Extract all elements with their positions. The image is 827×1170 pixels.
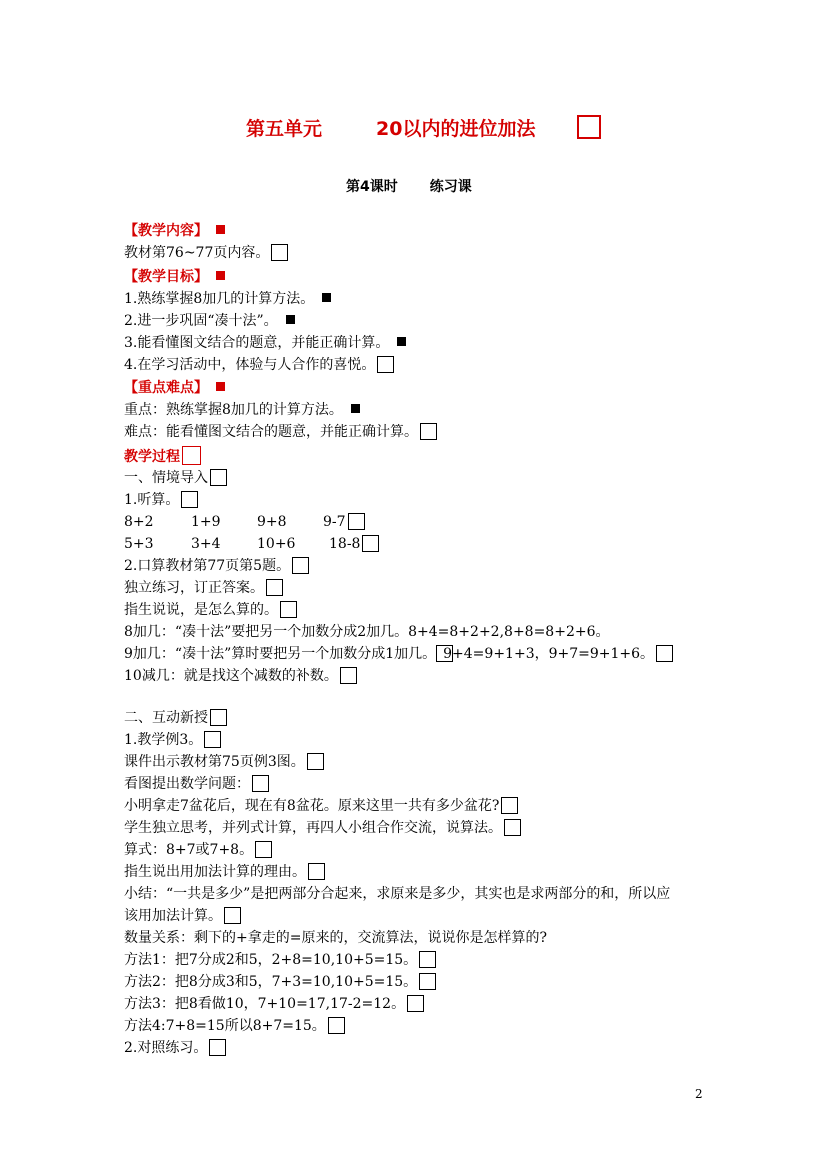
goals-heading-line — [124, 267, 225, 289]
content-text: 教材第76~77页内容。 — [124, 245, 270, 261]
checkbox-icon — [307, 753, 324, 770]
checkbox-icon — [340, 667, 357, 684]
key-point-line — [124, 400, 360, 422]
independent-text: 学生独立思考，并列式计算，再四人小组合作交流，说算法。 — [124, 820, 502, 836]
summary-line — [124, 884, 670, 906]
rule10-text: 10减几：就是找这个减数的补数。 — [124, 668, 338, 684]
rule9-text-b: 9+4=9+1+3，9+7=9+1+6。 — [443, 646, 655, 662]
goal-text: 2.进一步巩固“凑十法”。 — [124, 313, 278, 329]
part1-heading-line — [124, 468, 227, 490]
compare-text: 2.对照练习。 — [124, 1040, 208, 1056]
practice-line — [124, 578, 283, 600]
method-text: 方法1：把7分成2和5，2+8=10,10+5=15。 — [124, 952, 418, 968]
red-square-icon — [216, 225, 225, 234]
relation-text: 数量关系：剩下的+拿走的=原来的，交流算法，说说你是怎样算的? — [124, 930, 547, 946]
checkbox-icon — [280, 601, 297, 618]
checkbox-icon — [255, 841, 272, 858]
summary-text: 小结：“一共是多少”是把两部分合起来，求原来是多少，其实也是求两部分的和，所以应 — [124, 886, 671, 902]
goal-item — [124, 289, 331, 311]
red-square-icon — [216, 271, 225, 280]
mental-math-row — [124, 534, 379, 556]
checkbox-icon — [224, 907, 241, 924]
part2-heading: 二、互动新授 — [124, 710, 208, 726]
unit-topic: 20以内的进位加法 — [376, 118, 536, 140]
example-text: 1.教学例3。 — [124, 732, 203, 748]
lesson-type: 练习课 — [429, 179, 472, 195]
checkbox-icon — [308, 863, 325, 880]
checkbox-icon — [266, 579, 283, 596]
question-prompt-text: 看图提出数学问题： — [124, 776, 250, 792]
formula-text: 算式：8+7或7+8。 — [124, 842, 254, 858]
title-checkbox-icon — [577, 115, 601, 139]
goal-text: 4.在学习活动中，体验与人合作的喜悦。 — [124, 357, 376, 373]
checkbox-icon — [420, 423, 437, 440]
method-line — [124, 994, 424, 1016]
method-line — [124, 972, 436, 994]
key-heading: 【重点难点】 — [124, 380, 208, 396]
method-text: 方法4:7+8=15所以8+7=15。 — [124, 1018, 326, 1034]
process-heading: 教学过程 — [124, 449, 180, 465]
checkbox-icon — [362, 535, 379, 552]
courseware-text: 课件出示教材第75页例3图。 — [124, 754, 305, 770]
formula-line — [124, 840, 272, 862]
checkbox-icon — [501, 797, 518, 814]
difficulty-line — [124, 422, 437, 444]
goal-text: 1.熟练掌握8加几的计算方法。 — [124, 291, 315, 307]
oral-line — [124, 556, 309, 578]
checkbox-icon — [504, 819, 521, 836]
rule10-line — [124, 666, 357, 688]
black-square-icon — [397, 337, 406, 346]
goal-text: 3.能看懂图文结合的题意，并能正确计算。 — [124, 335, 390, 351]
checkbox-icon — [328, 1017, 345, 1034]
rule8-line — [124, 622, 610, 644]
checkbox-icon — [181, 491, 198, 508]
checkbox-icon — [656, 645, 673, 662]
listen-line — [124, 490, 198, 512]
compare-line — [124, 1038, 226, 1060]
lesson-number: 第4课时 — [346, 179, 398, 195]
goal-item — [124, 311, 295, 333]
independent-line — [124, 818, 521, 840]
checkbox-icon — [204, 731, 221, 748]
math-item: 8+2 — [124, 514, 154, 530]
math-item: 5+3 — [124, 536, 154, 552]
practice-text: 独立练习，订正答案。 — [124, 580, 264, 596]
goal-item — [124, 333, 406, 355]
rule8-text: 8加几：“凑十法”要把另一个加数分成2加几。8+4=8+2+2,8+8=8+2+6。 — [124, 624, 610, 640]
checkbox-icon — [292, 557, 309, 574]
checkbox-icon — [419, 951, 436, 968]
example-line — [124, 730, 221, 752]
checkbox-icon — [271, 244, 288, 261]
red-checkbox-icon — [182, 446, 201, 465]
lesson-subtitle — [346, 176, 472, 196]
math-item: 1+9 — [191, 514, 221, 530]
reason-text: 指生说出用加法计算的理由。 — [124, 864, 306, 880]
key-heading-line — [124, 378, 225, 400]
page-number: 2 — [695, 1087, 703, 1101]
process-heading-line — [124, 446, 201, 468]
checkbox-icon — [209, 1039, 226, 1056]
ask-line — [124, 600, 297, 622]
difficulty: 难点：能看懂图文结合的题意，并能正确计算。 — [124, 424, 418, 440]
checkbox-icon — [210, 709, 227, 726]
rule9-text-a: 9加几：“凑十法”算时要把另一个加数分成1加几。 — [124, 646, 437, 662]
content-heading-line — [124, 221, 225, 243]
black-square-icon — [286, 315, 295, 324]
method-text: 方法2：把8分成3和5，7+3=10,10+5=15。 — [124, 974, 418, 990]
ask-text: 指生说说，是怎么算的。 — [124, 602, 278, 618]
black-square-icon — [351, 404, 360, 413]
math-item: 3+4 — [191, 536, 221, 552]
rule9-line — [124, 644, 673, 666]
content-text-line — [124, 243, 288, 265]
oral-text: 2.口算教材第77页第5题。 — [124, 558, 291, 574]
summary-line — [124, 906, 241, 928]
checkbox-icon — [377, 356, 394, 373]
checkbox-icon — [252, 775, 269, 792]
method-text: 方法3：把8看做10，7+10=17,17-2=12。 — [124, 996, 406, 1012]
math-item: 10+6 — [257, 536, 296, 552]
checkbox-icon — [348, 513, 365, 530]
content-heading: 【教学内容】 — [124, 223, 208, 239]
summary-text: 该用加法计算。 — [124, 908, 222, 924]
reason-line — [124, 862, 325, 884]
listen-text: 1.听算。 — [124, 492, 180, 508]
goals-heading: 【教学目标】 — [124, 269, 208, 285]
part2-heading-line — [124, 708, 227, 730]
checkbox-icon — [210, 469, 227, 486]
math-item: 9+8 — [257, 514, 287, 530]
document-title — [246, 114, 601, 141]
question-prompt-line — [124, 774, 269, 796]
math-item: 18-8 — [329, 536, 361, 552]
part1-heading: 一、情境导入 — [124, 470, 208, 486]
courseware-line — [124, 752, 324, 774]
checkbox-icon — [419, 973, 436, 990]
goal-item — [124, 355, 394, 377]
method-line — [124, 1016, 345, 1038]
question-text: 小明拿走7盆花后，现在有8盆花。原来这里一共有多少盆花? — [124, 798, 500, 814]
math-item: 9-7 — [323, 514, 346, 530]
red-square-icon — [216, 382, 225, 391]
key-point: 重点：熟练掌握8加几的计算方法。 — [124, 402, 343, 418]
method-line — [124, 950, 436, 972]
checkbox-icon — [407, 995, 424, 1012]
mental-math-row — [124, 512, 365, 534]
black-square-icon — [322, 293, 331, 302]
unit-label: 第五单元 — [246, 118, 323, 140]
question-line — [124, 796, 518, 818]
relation-line — [124, 928, 547, 950]
